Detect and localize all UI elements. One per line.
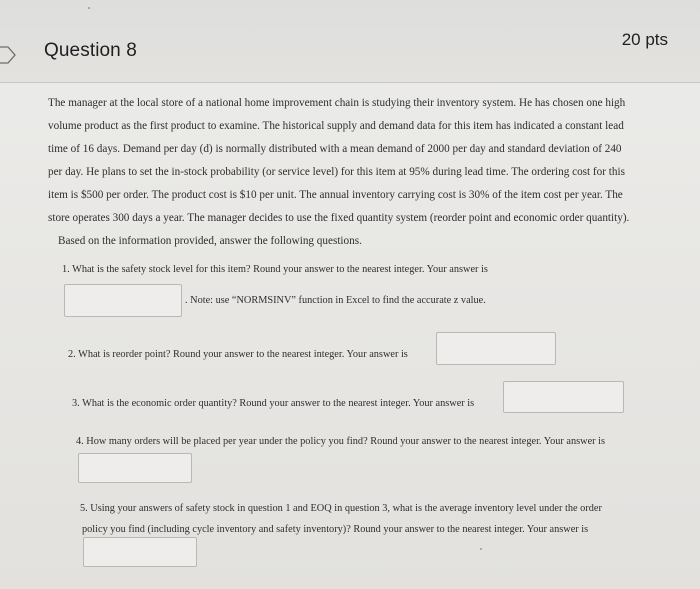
q1-note: . Note: use “NORMSINV” function in Excel to find the accurate z value. [185,295,486,306]
q1-answer-input[interactable] [64,284,182,317]
q5-text-line1: 5. Using your answers of safety stock in question 1 and EOQ in question 3, what is the average inventory level under the order [80,503,602,514]
question-header [0,0,700,83]
question-points: 20 pts [621,30,668,49]
question-prompt [48,92,668,253]
question-title: Question 8 [44,40,137,61]
q2-answer-input[interactable] [436,332,556,365]
q5-answer-input[interactable] [83,537,197,567]
prompt-line: The manager at the local store of a national home improvement chain is studying their inventory system. He has chosen one high [48,97,626,109]
q3-text: 3. What is the economic order quantity? Round your answer to the nearest integer. Your answer is [72,398,475,409]
q4-answer-input[interactable] [78,453,192,483]
speck [480,548,482,550]
speck [88,7,90,9]
q2-text: 2. What is reorder point? Round your answer to the nearest integer. Your answer is [68,349,408,360]
prompt-line: store operates 300 days a year. The manager decides to use the fixed quantity system (reorder point and economic order quantity). [48,212,630,224]
q3-answer-input[interactable] [503,381,624,413]
q5-text-line2: policy you find (including cycle inventory and safety inventory)? Round your answer to the nearest integer. Your answer is [82,524,589,535]
prompt-line: item is $500 per order. The product cost is $10 per unit. The annual inventory carrying cost is 30% of the item cost per year. The [48,189,623,201]
q4-text: 4. How many orders will be placed per year under the policy you find? Round your answer to the nearest integer. Your answer is [76,436,606,447]
prompt-line: time of 16 days. Demand per day (d) is normally distributed with a mean demand of 2000 per day and standard deviation of 240 [48,143,622,155]
q1-text: 1. What is the safety stock level for this item? Round your answer to the nearest integer. Your answer is [62,264,488,275]
collapse-arrow-icon[interactable] [0,44,18,66]
prompt-line: Based on the information provided, answer the following questions. [58,235,362,247]
prompt-line: volume product as the first product to examine. The historical supply and demand data for this item has indicated a constant lead [48,120,624,132]
prompt-line: per day. He plans to set the in-stock probability (or service level) for this item at 95% during lead time. The ordering cost for this [48,166,625,178]
